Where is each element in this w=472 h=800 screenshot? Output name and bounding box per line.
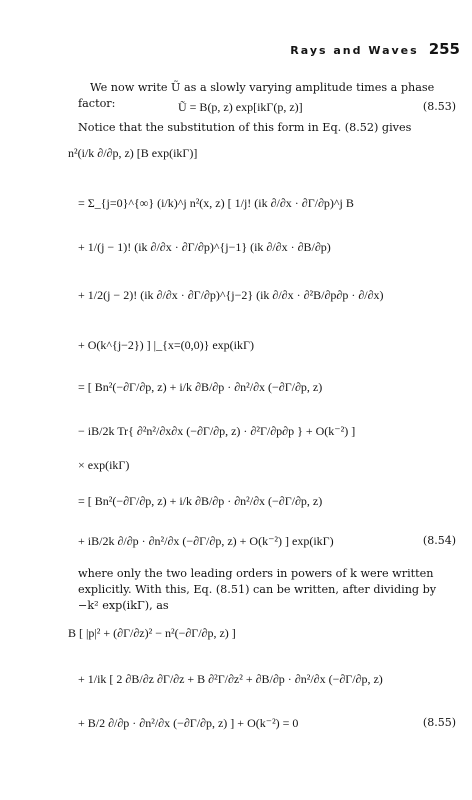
eq-line: = Σ_{j=0}^{∞} (i/k)^j n²(x, z) [ 1/j! (ik ∂/∂x · ∂Γ/∂p)^j B (78, 196, 354, 210)
eq-line: + B/2 ∂/∂p · ∂n²/∂x (−∂Γ/∂p, z) ] + O(k⁻²) = 0 (78, 716, 299, 730)
paragraph-intro: We now write Ũ as a slowly varying amplitude times a phase factor: (78, 81, 435, 110)
page-number: 255 (428, 40, 460, 58)
eq-line: + 1/2(j − 2)! (ik ∂/∂x · ∂Γ/∂p)^{j−2} (ik ∂/∂x · ∂²B/∂p∂p · ∂/∂x) (78, 288, 384, 302)
eq-line: = [ Bn²(−∂Γ/∂p, z) + i/k ∂B/∂p · ∂n²/∂x (−∂Γ/∂p, z) (78, 380, 323, 394)
eq-line: − iB/2k Tr{ ∂²n²/∂x∂x (−∂Γ/∂p, z) · ∂²Γ/∂p∂p } + O(k⁻²) ] (78, 424, 356, 438)
eq-line: + O(k^{j−2}) ] |_{x=(0,0)} exp(ikΓ) (78, 338, 254, 352)
paragraph-leading-orders: where only the two leading orders in powers of k were written explicitly. With this, Eq. (8.51) can be written, after dividing by −k² exp(ikΓ), as (78, 567, 437, 612)
running-title: Rays and Waves (290, 44, 419, 57)
running-header (290, 40, 460, 58)
eq-line: + 1/ik [ 2 ∂B/∂z ∂Γ/∂z + B ∂²Γ/∂z² + ∂B/∂p · ∂n²/∂x (−∂Γ/∂p, z) (78, 672, 383, 686)
eq-line: + 1/(j − 1)! (ik ∂/∂x · ∂Γ/∂p)^{j−1} (ik ∂/∂x · ∂B/∂p) (78, 240, 331, 254)
eq-line: = [ Bn²(−∂Γ/∂p, z) + i/k ∂B/∂p · ∂n²/∂x (−∂Γ/∂p, z) (78, 494, 323, 508)
equation-8-53-number: (8.53) (422, 100, 456, 113)
eq-line: n²(i/k ∂/∂p, z) [B exp(ikΓ)] (68, 146, 198, 160)
equation-8-54-number: (8.54) (422, 534, 456, 547)
eq-line: + iB/2k ∂/∂p · ∂n²/∂x (−∂Γ/∂p, z) + O(k⁻²) ] exp(ikΓ) (78, 534, 334, 548)
equation-8-55-number: (8.55) (422, 716, 456, 729)
eq-line: B [ |p|² + (∂Γ/∂z)² − n²(−∂Γ/∂p, z) ] (68, 626, 236, 640)
equation-8-53-body: Ũ = B(p, z) exp[ikΓ(p, z)] (178, 100, 303, 114)
paragraph-substitution: Notice that the substitution of this form in Eq. (8.52) gives (78, 121, 412, 134)
eq-line: × exp(ikΓ) (78, 458, 130, 472)
